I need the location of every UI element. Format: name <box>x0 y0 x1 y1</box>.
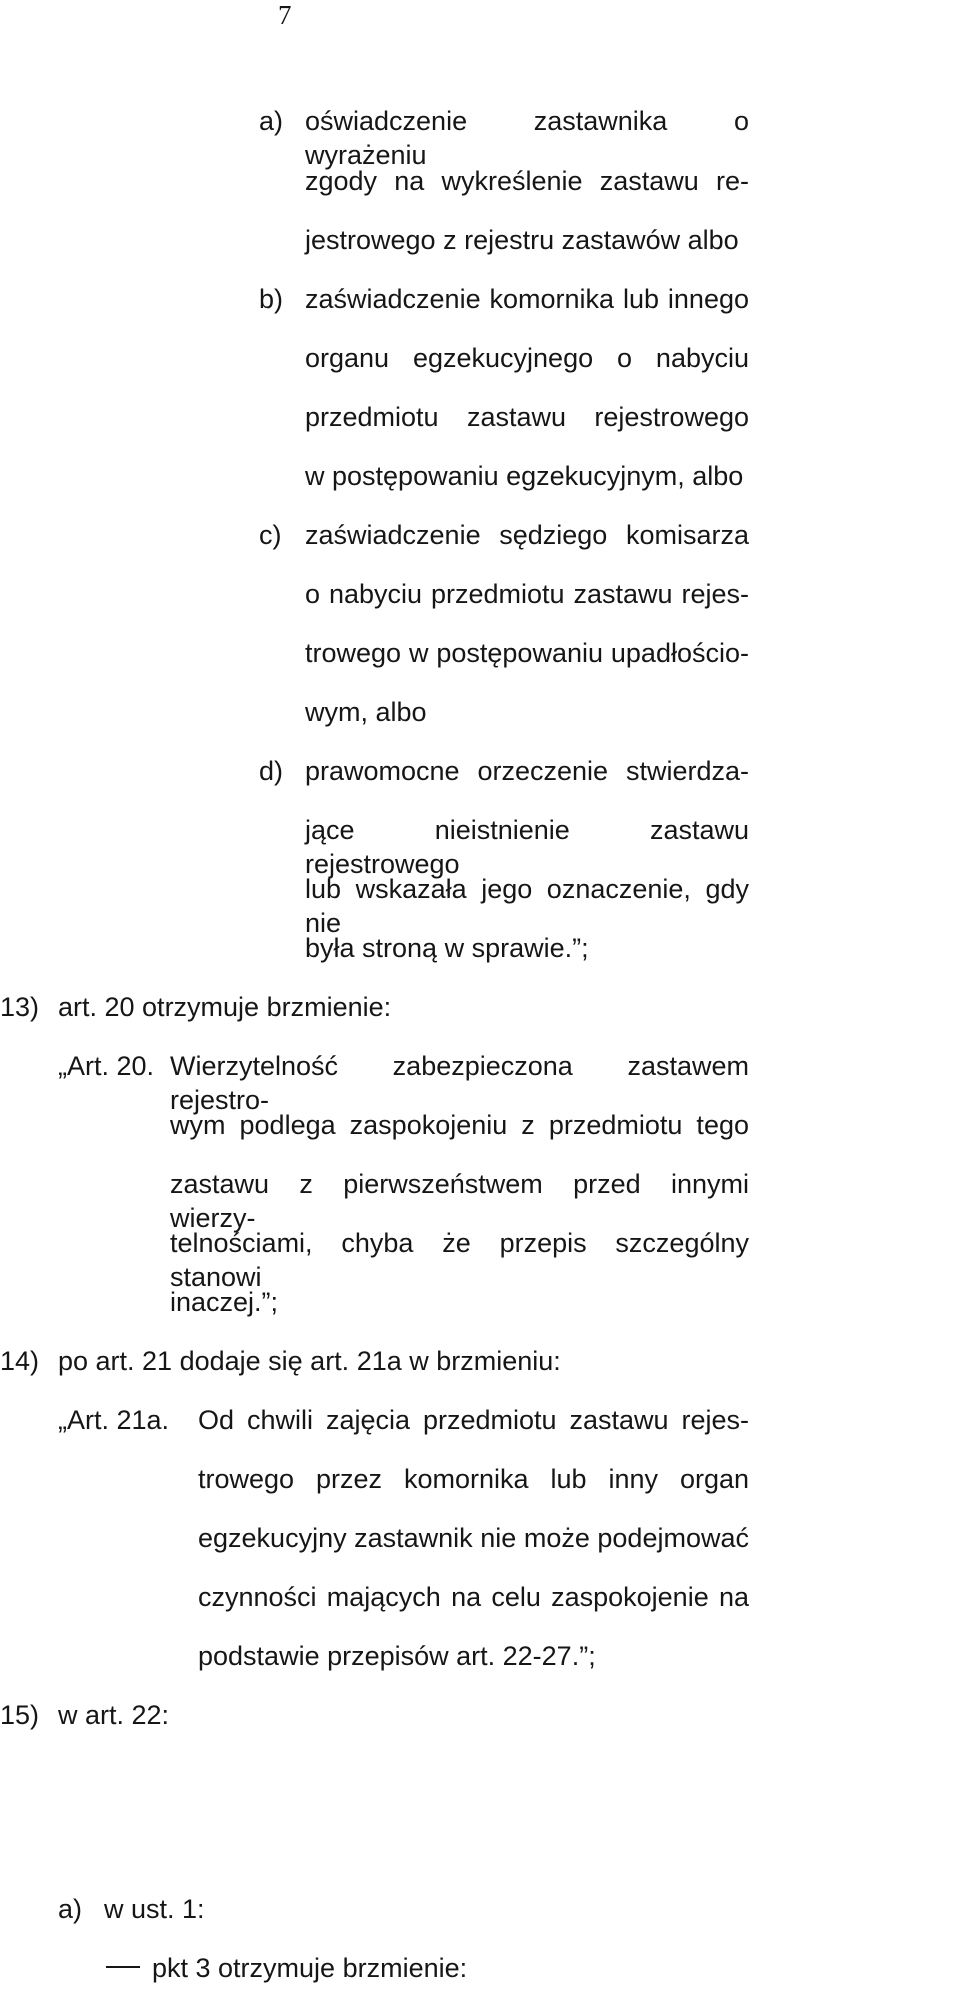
item-d-line-1: prawomocne orzeczenie stwierdza- <box>305 756 749 786</box>
item-c-marker: c) <box>259 520 282 550</box>
page-number: 7 <box>278 0 292 30</box>
item-c-line-2: o nabyciu przedmiotu zastawu rejes- <box>305 579 749 609</box>
dash-bullet <box>106 1966 140 1968</box>
item-15-marker: 15) <box>0 1700 40 1730</box>
art-21a-line-4: czynności mających na celu zaspokojenie na <box>198 1582 749 1612</box>
item-d-line-3: lub wskazała jego oznaczenie, gdy nie <box>305 874 749 938</box>
item-b-marker: b) <box>259 284 284 314</box>
item-a-line-3: jestrowego z rejestru zastawów albo <box>305 225 739 255</box>
art-20-line-4: telnościami, chyba że przepis szczególny stanowi <box>170 1228 749 1292</box>
item-c-line-4: wym, albo <box>305 697 427 727</box>
item-15-intro: w art. 22: <box>58 1700 170 1730</box>
item-13-marker: 13) <box>0 992 40 1022</box>
item-d-line-4: była stroną w sprawie.”; <box>305 933 589 963</box>
art-21a-line-3: egzekucyjny zastawnik nie może podejmować <box>198 1523 749 1553</box>
item-d-marker: d) <box>259 756 284 786</box>
item-a-line-2: zgody na wykreślenie zastawu re- <box>305 166 749 196</box>
art-20-line-5: inaczej.”; <box>170 1287 279 1317</box>
item-15a-marker: a) <box>58 1894 83 1924</box>
item-b-line-2: organu egzekucyjnego o nabyciu <box>305 343 749 373</box>
art-21a-line-5: podstawie przepisów art. 22-27.”; <box>198 1641 596 1671</box>
item-c-line-1: zaświadczenie sędziego komisarza <box>305 520 749 550</box>
item-b-line-3: przedmiotu zastawu rejestrowego <box>305 402 749 432</box>
item-14-marker: 14) <box>0 1346 40 1376</box>
dash-item-text: pkt 3 otrzymuje brzmienie: <box>152 1953 468 1983</box>
art-21a-line-2: trowego przez komornika lub inny organ <box>198 1464 749 1494</box>
art-20-label: „Art. 20. <box>58 1051 155 1081</box>
item-13-intro: art. 20 otrzymuje brzmienie: <box>58 992 392 1022</box>
item-a-marker: a) <box>259 106 284 136</box>
item-c-line-3: trowego w postępowaniu upadłościo- <box>305 638 749 668</box>
item-14-intro: po art. 21 dodaje się art. 21a w brzmieniu: <box>58 1346 561 1376</box>
item-b-line-1: zaświadczenie komornika lub innego <box>305 284 749 314</box>
item-a-line-1: oświadczenie zastawnika o wyrażeniu <box>305 106 749 170</box>
item-15a-text: w ust. 1: <box>104 1894 205 1924</box>
item-b-line-4: w postępowaniu egzekucyjnym, albo <box>305 461 744 491</box>
art-20-line-1: Wierzytelność zabezpieczona zastawem rejestro- <box>170 1051 749 1115</box>
art-21a-label: „Art. 21a. <box>58 1405 170 1435</box>
art-21a-line-1: Od chwili zajęcia przedmiotu zastawu rejes- <box>198 1405 749 1435</box>
item-d-line-2: jące nieistnienie zastawu rejestrowego <box>305 815 749 879</box>
art-20-line-3: zastawu z pierwszeństwem przed innymi wierzy- <box>170 1169 749 1233</box>
art-20-line-2: wym podlega zaspokojeniu z przedmiotu tego <box>170 1110 749 1140</box>
